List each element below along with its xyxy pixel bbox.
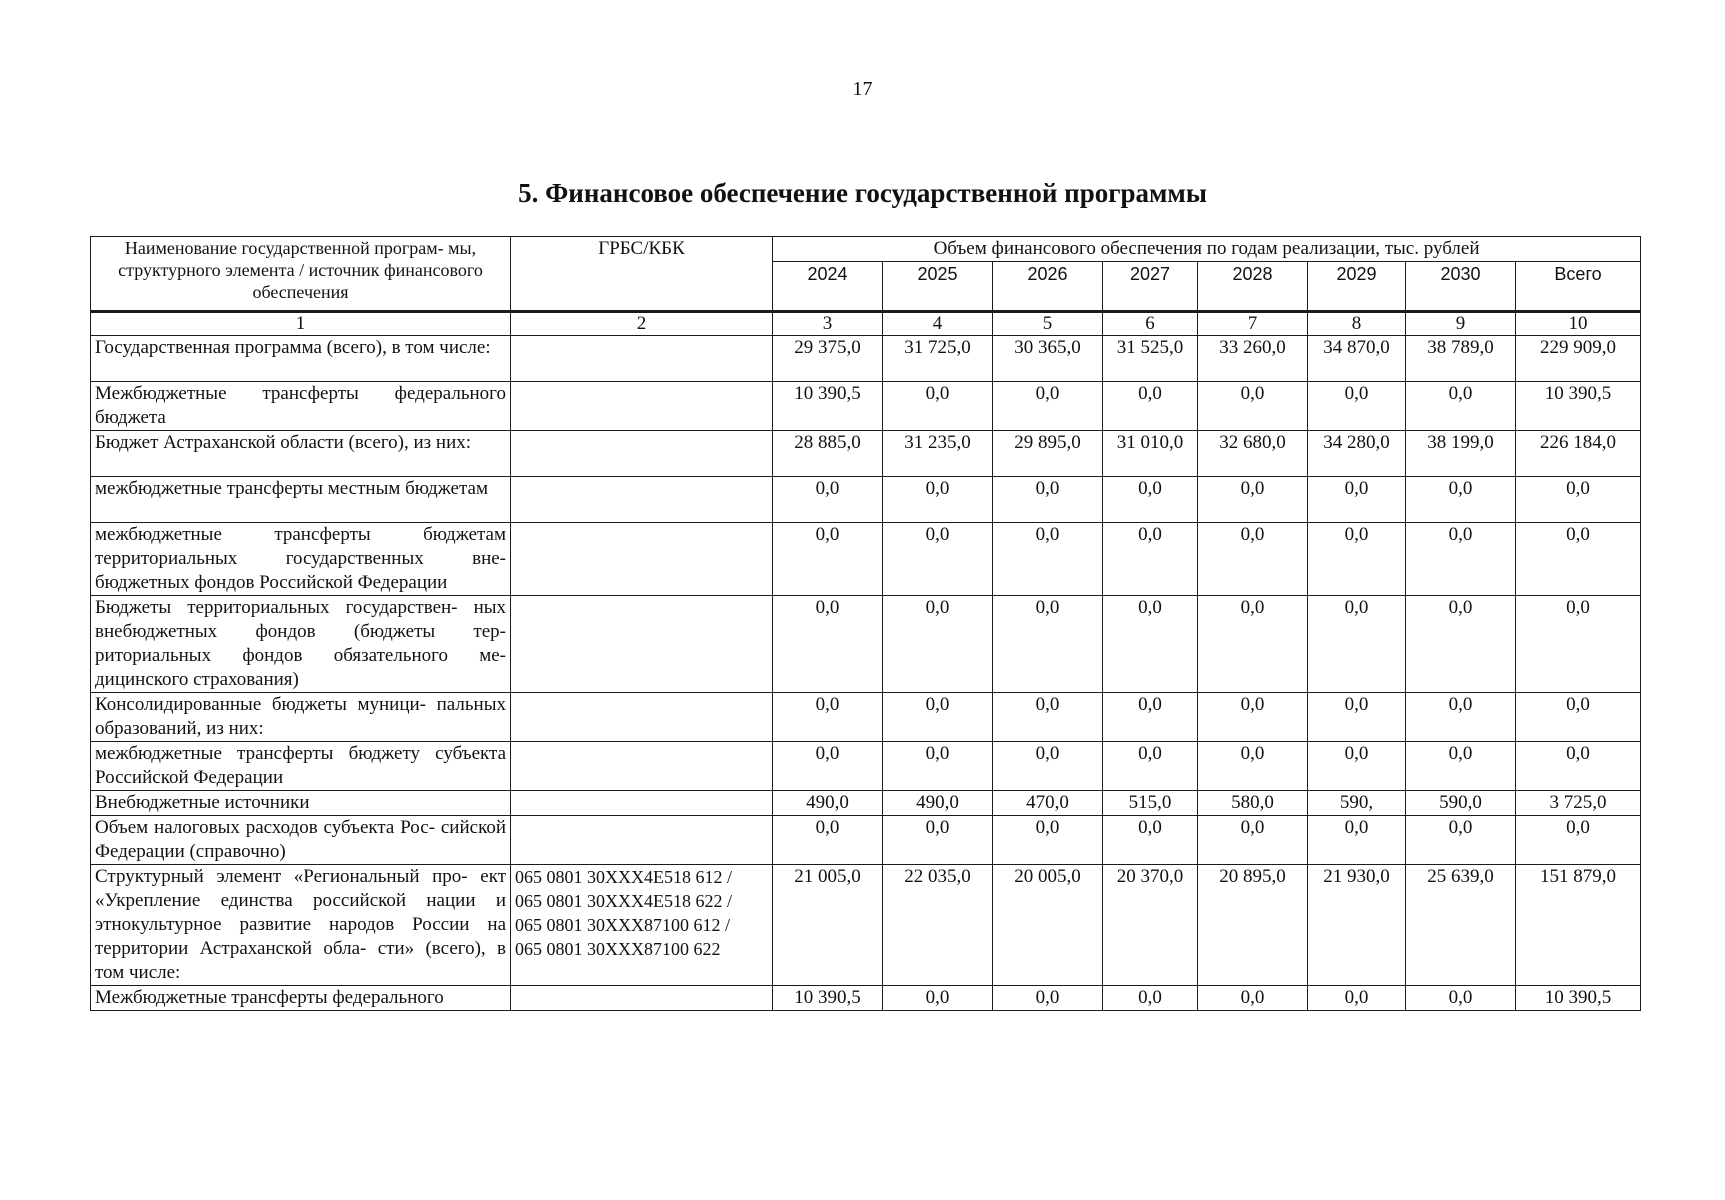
row-year-value: 0,0	[1103, 382, 1198, 431]
row-year-value: 0,0	[883, 382, 993, 431]
row-year-value: 0,0	[883, 477, 993, 523]
row-year-value: 10 390,5	[773, 382, 883, 431]
row-grbs-kbk	[511, 865, 773, 986]
row-year-value: 580,0	[1198, 791, 1308, 816]
row-year-value: 0,0	[1406, 816, 1516, 865]
row-name: межбюджетные трансферты бюджету субъекта Российской Федерации	[91, 742, 511, 791]
row-year-value: 0,0	[1198, 596, 1308, 693]
row-year-value: 0,0	[773, 742, 883, 791]
row-year-value: 0,0	[1103, 693, 1198, 742]
row-year-value: 490,0	[883, 791, 993, 816]
row-grbs-kbk	[511, 382, 773, 431]
row-year-value: 31 725,0	[883, 336, 993, 382]
row-year-value: 0,0	[1308, 986, 1406, 1011]
grbs-code: 065 0801 30ХХХ4Е518 612 /	[515, 867, 732, 887]
row-year-value: 0,0	[1103, 742, 1198, 791]
row-year-value: 0,0	[993, 382, 1103, 431]
header-year: 2030	[1406, 262, 1516, 312]
row-year-value: 28 885,0	[773, 431, 883, 477]
row-name: Бюджеты территориальных государствен- ных внебюджетных фондов (бюджеты тер- риториальных фондов обязательного ме- дицинского страхования)	[91, 596, 511, 693]
table-row	[91, 865, 1641, 986]
row-year-value: 0,0	[1406, 523, 1516, 596]
row-total-value: 10 390,5	[1516, 382, 1641, 431]
row-year-value: 34 280,0	[1308, 431, 1406, 477]
column-number: 4	[883, 312, 993, 336]
column-number: 1	[91, 312, 511, 336]
row-name: Консолидированные бюджеты муници- пальных образований, из них:	[91, 693, 511, 742]
grbs-code: 065 0801 30ХХХ4Е518 622 /	[515, 891, 732, 911]
row-grbs-kbk	[511, 336, 773, 382]
row-year-value: 0,0	[1308, 523, 1406, 596]
row-year-value: 0,0	[993, 523, 1103, 596]
row-year-value: 38 199,0	[1406, 431, 1516, 477]
row-year-value: 0,0	[993, 477, 1103, 523]
row-year-value: 0,0	[773, 816, 883, 865]
row-year-value: 22 035,0	[883, 865, 993, 986]
row-grbs-kbk	[511, 791, 773, 816]
row-grbs-kbk	[511, 693, 773, 742]
header-year: 2027	[1103, 262, 1198, 312]
row-total-value: 0,0	[1516, 693, 1641, 742]
row-year-value: 0,0	[1308, 382, 1406, 431]
row-year-value: 25 639,0	[1406, 865, 1516, 986]
row-total-value: 0,0	[1516, 742, 1641, 791]
row-total-value: 151 879,0	[1516, 865, 1641, 986]
row-year-value: 0,0	[1103, 523, 1198, 596]
row-year-value: 31 525,0	[1103, 336, 1198, 382]
row-grbs-kbk	[511, 431, 773, 477]
row-name: Межбюджетные трансферты федерального	[91, 986, 511, 1011]
column-number: 9	[1406, 312, 1516, 336]
row-name: межбюджетные трансферты бюджетам территориальных государственных вне- бюджетных фондов Российской Федерации	[91, 523, 511, 596]
row-year-value: 0,0	[1406, 477, 1516, 523]
row-year-value: 31 010,0	[1103, 431, 1198, 477]
row-year-value: 0,0	[883, 986, 993, 1011]
table-row	[91, 986, 1641, 1011]
row-year-value: 0,0	[883, 742, 993, 791]
table-row	[91, 742, 1641, 791]
row-grbs-kbk	[511, 816, 773, 865]
row-name: Межбюджетные трансферты федерального бюджета	[91, 382, 511, 431]
row-year-value: 590,	[1308, 791, 1406, 816]
column-numbers-row	[91, 312, 1641, 336]
row-year-value: 0,0	[1103, 477, 1198, 523]
row-total-value: 0,0	[1516, 816, 1641, 865]
row-grbs-kbk	[511, 477, 773, 523]
row-year-value: 38 789,0	[1406, 336, 1516, 382]
table-row	[91, 431, 1641, 477]
row-year-value: 0,0	[993, 816, 1103, 865]
row-name: Государственная программа (всего), в том числе:	[91, 336, 511, 382]
table-row	[91, 523, 1641, 596]
row-grbs-kbk	[511, 986, 773, 1011]
row-year-value: 0,0	[1308, 477, 1406, 523]
header-year: 2025	[883, 262, 993, 312]
row-total-value: 3 725,0	[1516, 791, 1641, 816]
row-name: межбюджетные трансферты местным бюджетам	[91, 477, 511, 523]
table-row	[91, 336, 1641, 382]
row-year-value: 0,0	[993, 596, 1103, 693]
row-year-value: 470,0	[993, 791, 1103, 816]
header-year: 2026	[993, 262, 1103, 312]
row-year-value: 30 365,0	[993, 336, 1103, 382]
row-year-value: 0,0	[883, 816, 993, 865]
row-year-value: 0,0	[1308, 742, 1406, 791]
financing-table-container	[90, 236, 1640, 1011]
row-year-value: 0,0	[1103, 816, 1198, 865]
row-name: Бюджет Астраханской области (всего), из них:	[91, 431, 511, 477]
row-year-value: 0,0	[993, 742, 1103, 791]
table-header	[91, 237, 1641, 312]
row-total-value: 0,0	[1516, 596, 1641, 693]
header-name: Наименование государственной програм- мы, структурного элемента / источник финансового обеспечения	[91, 237, 511, 312]
column-number: 8	[1308, 312, 1406, 336]
section-title: 5. Финансовое обеспечение государственной программы	[518, 178, 1207, 208]
row-year-value: 0,0	[773, 477, 883, 523]
row-year-value: 0,0	[1103, 986, 1198, 1011]
row-grbs-kbk	[511, 742, 773, 791]
table-row	[91, 693, 1641, 742]
row-year-value: 590,0	[1406, 791, 1516, 816]
page-number: 17	[852, 78, 873, 100]
row-year-value: 32 680,0	[1198, 431, 1308, 477]
row-year-value: 33 260,0	[1198, 336, 1308, 382]
row-year-value: 0,0	[1308, 816, 1406, 865]
header-year: 2028	[1198, 262, 1308, 312]
row-year-value: 0,0	[773, 523, 883, 596]
row-year-value: 0,0	[773, 693, 883, 742]
column-number: 3	[773, 312, 883, 336]
row-year-value: 490,0	[773, 791, 883, 816]
row-total-value: 229 909,0	[1516, 336, 1641, 382]
header-year: 2029	[1308, 262, 1406, 312]
row-total-value: 10 390,5	[1516, 986, 1641, 1011]
row-year-value: 0,0	[1198, 382, 1308, 431]
table-row	[91, 382, 1641, 431]
table-row	[91, 816, 1641, 865]
row-name: Внебюджетные источники	[91, 791, 511, 816]
row-year-value: 10 390,5	[773, 986, 883, 1011]
row-year-value: 0,0	[1308, 693, 1406, 742]
header-year: 2024	[773, 262, 883, 312]
row-year-value: 20 005,0	[993, 865, 1103, 986]
grbs-code: 065 0801 30ХХХ87100 612 /	[515, 915, 730, 935]
header-financing-volume: Объем финансового обеспечения по годам реализации, тыс. рублей	[773, 237, 1641, 262]
row-grbs-kbk	[511, 596, 773, 693]
table-row	[91, 791, 1641, 816]
row-year-value: 0,0	[1103, 596, 1198, 693]
row-year-value: 21 930,0	[1308, 865, 1406, 986]
header-total: Всего	[1516, 262, 1641, 312]
row-year-value: 0,0	[1198, 986, 1308, 1011]
row-year-value: 0,0	[1406, 382, 1516, 431]
column-number: 7	[1198, 312, 1308, 336]
row-year-value: 515,0	[1103, 791, 1198, 816]
row-year-value: 0,0	[1198, 477, 1308, 523]
table-row	[91, 477, 1641, 523]
grbs-code: 065 0801 30ХХХ87100 622	[515, 939, 721, 959]
row-year-value: 20 895,0	[1198, 865, 1308, 986]
row-year-value: 0,0	[883, 596, 993, 693]
row-year-value: 31 235,0	[883, 431, 993, 477]
row-total-value: 226 184,0	[1516, 431, 1641, 477]
column-number: 10	[1516, 312, 1641, 336]
row-year-value: 0,0	[993, 693, 1103, 742]
row-year-value: 0,0	[1406, 693, 1516, 742]
table-body	[91, 312, 1641, 1011]
row-year-value: 34 870,0	[1308, 336, 1406, 382]
row-total-value: 0,0	[1516, 523, 1641, 596]
row-year-value: 0,0	[1198, 816, 1308, 865]
row-year-value: 0,0	[773, 596, 883, 693]
row-total-value: 0,0	[1516, 477, 1641, 523]
row-year-value: 29 895,0	[993, 431, 1103, 477]
financing-table	[90, 236, 1641, 1011]
row-year-value: 0,0	[1198, 523, 1308, 596]
column-number: 2	[511, 312, 773, 336]
row-year-value: 0,0	[993, 986, 1103, 1011]
column-number: 5	[993, 312, 1103, 336]
header-grbs: ГРБС/КБК	[511, 237, 773, 312]
row-year-value: 0,0	[1406, 742, 1516, 791]
row-year-value: 0,0	[1198, 742, 1308, 791]
header-row-top	[91, 237, 1641, 262]
row-year-value: 0,0	[1308, 596, 1406, 693]
row-year-value: 29 375,0	[773, 336, 883, 382]
row-year-value: 0,0	[883, 693, 993, 742]
row-year-value: 0,0	[1406, 596, 1516, 693]
row-year-value: 20 370,0	[1103, 865, 1198, 986]
table-row	[91, 596, 1641, 693]
row-year-value: 21 005,0	[773, 865, 883, 986]
row-year-value: 0,0	[1198, 693, 1308, 742]
row-name: Объем налоговых расходов субъекта Рос- сийской Федерации (справочно)	[91, 816, 511, 865]
row-name: Структурный элемент «Региональный про- ект «Укрепление единства российской нации и этнокультурное развитие народов России на территории Астраханской обла- сти» (всего), в том числе:	[91, 865, 511, 986]
row-year-value: 0,0	[1406, 986, 1516, 1011]
row-grbs-kbk	[511, 523, 773, 596]
column-number: 6	[1103, 312, 1198, 336]
row-year-value: 0,0	[883, 523, 993, 596]
